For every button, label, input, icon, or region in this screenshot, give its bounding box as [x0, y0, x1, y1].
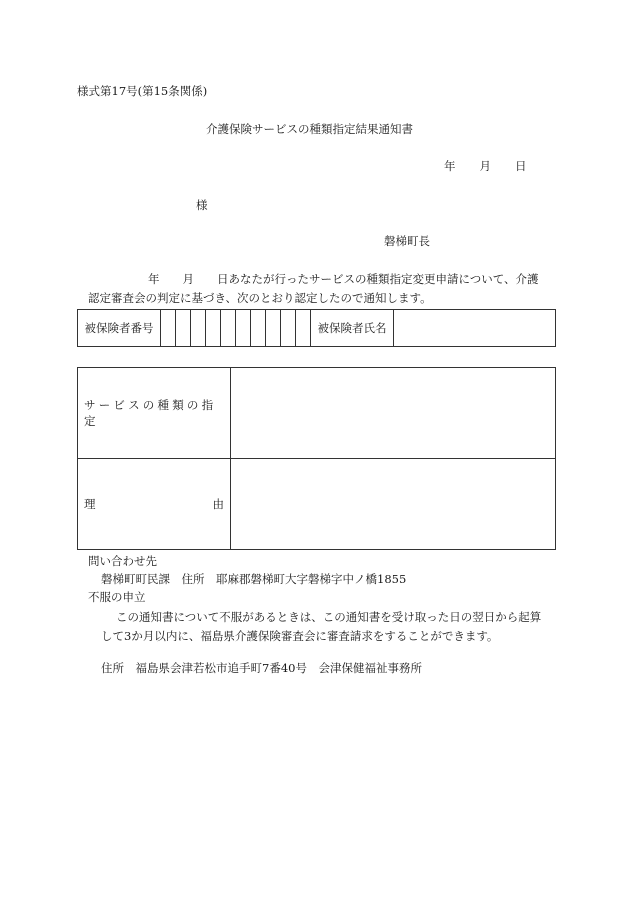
insured-number-digit-cell — [266, 310, 281, 347]
insured-name-value-cell — [394, 310, 556, 347]
body-text-line-1: 年 月 日あなたが行ったサービスの種類指定変更申請について、介護 — [148, 272, 539, 286]
service-type-value-cell — [231, 368, 556, 459]
inquiry-heading: 問い合わせ先 — [88, 554, 157, 568]
date-month-label: 月 — [479, 159, 491, 173]
insured-number-digit-cell — [281, 310, 296, 347]
issue-date — [444, 161, 527, 173]
date-year-label: 年 — [444, 159, 456, 173]
addressee-suffix: 様 — [196, 198, 208, 212]
appeal-text-line-2: して3か月以内に、福島県介護保険審査会に審査請求をすることができます。 — [101, 629, 499, 643]
document-title: 介護保険サービスの種類指定結果通知書 — [206, 122, 413, 136]
insured-number-digit-cell — [251, 310, 266, 347]
insured-number-digit-cell — [206, 310, 221, 347]
insured-number-digit-cell — [296, 310, 311, 347]
reason-label-right: 由 — [212, 497, 224, 511]
insured-name-label: 被保険者氏名 — [311, 310, 394, 347]
insured-number-digit-cell — [191, 310, 206, 347]
body-text-line-2: 認定審査会の判定に基づき、次のとおり認定したので通知します。 — [88, 291, 432, 305]
appeal-office-address: 住所 福島県会津若松市追手町7番40号 会津保健福祉事務所 — [101, 661, 422, 675]
insured-number-digit-cell — [221, 310, 236, 347]
service-type-label: サービスの種類の指定 — [78, 368, 231, 459]
insured-number-digit-cell — [176, 310, 191, 347]
inquiry-contact: 磐梯町町民課 住所 耶麻郡磐梯町大字磐梯字中ノ橋1855 — [101, 572, 407, 586]
insured-number-digit-cell — [236, 310, 251, 347]
insured-number-digit-cell — [161, 310, 176, 347]
reason-label-cell — [78, 459, 231, 550]
insured-info-table — [77, 309, 556, 347]
appeal-text-line-1: この通知書について不服があるときは、この通知書を受け取った日の翌日から起算 — [116, 610, 542, 624]
issuer-name: 磐梯町長 — [384, 234, 430, 248]
reason-value-cell — [231, 459, 556, 550]
date-day-label: 日 — [515, 159, 527, 173]
appeal-heading: 不服の申立 — [88, 590, 146, 604]
form-number: 様式第17号(第15条関係) — [77, 84, 208, 98]
insured-number-label: 被保険者番号 — [78, 310, 161, 347]
reason-label-left: 理 — [84, 497, 96, 511]
decision-table — [77, 367, 556, 550]
